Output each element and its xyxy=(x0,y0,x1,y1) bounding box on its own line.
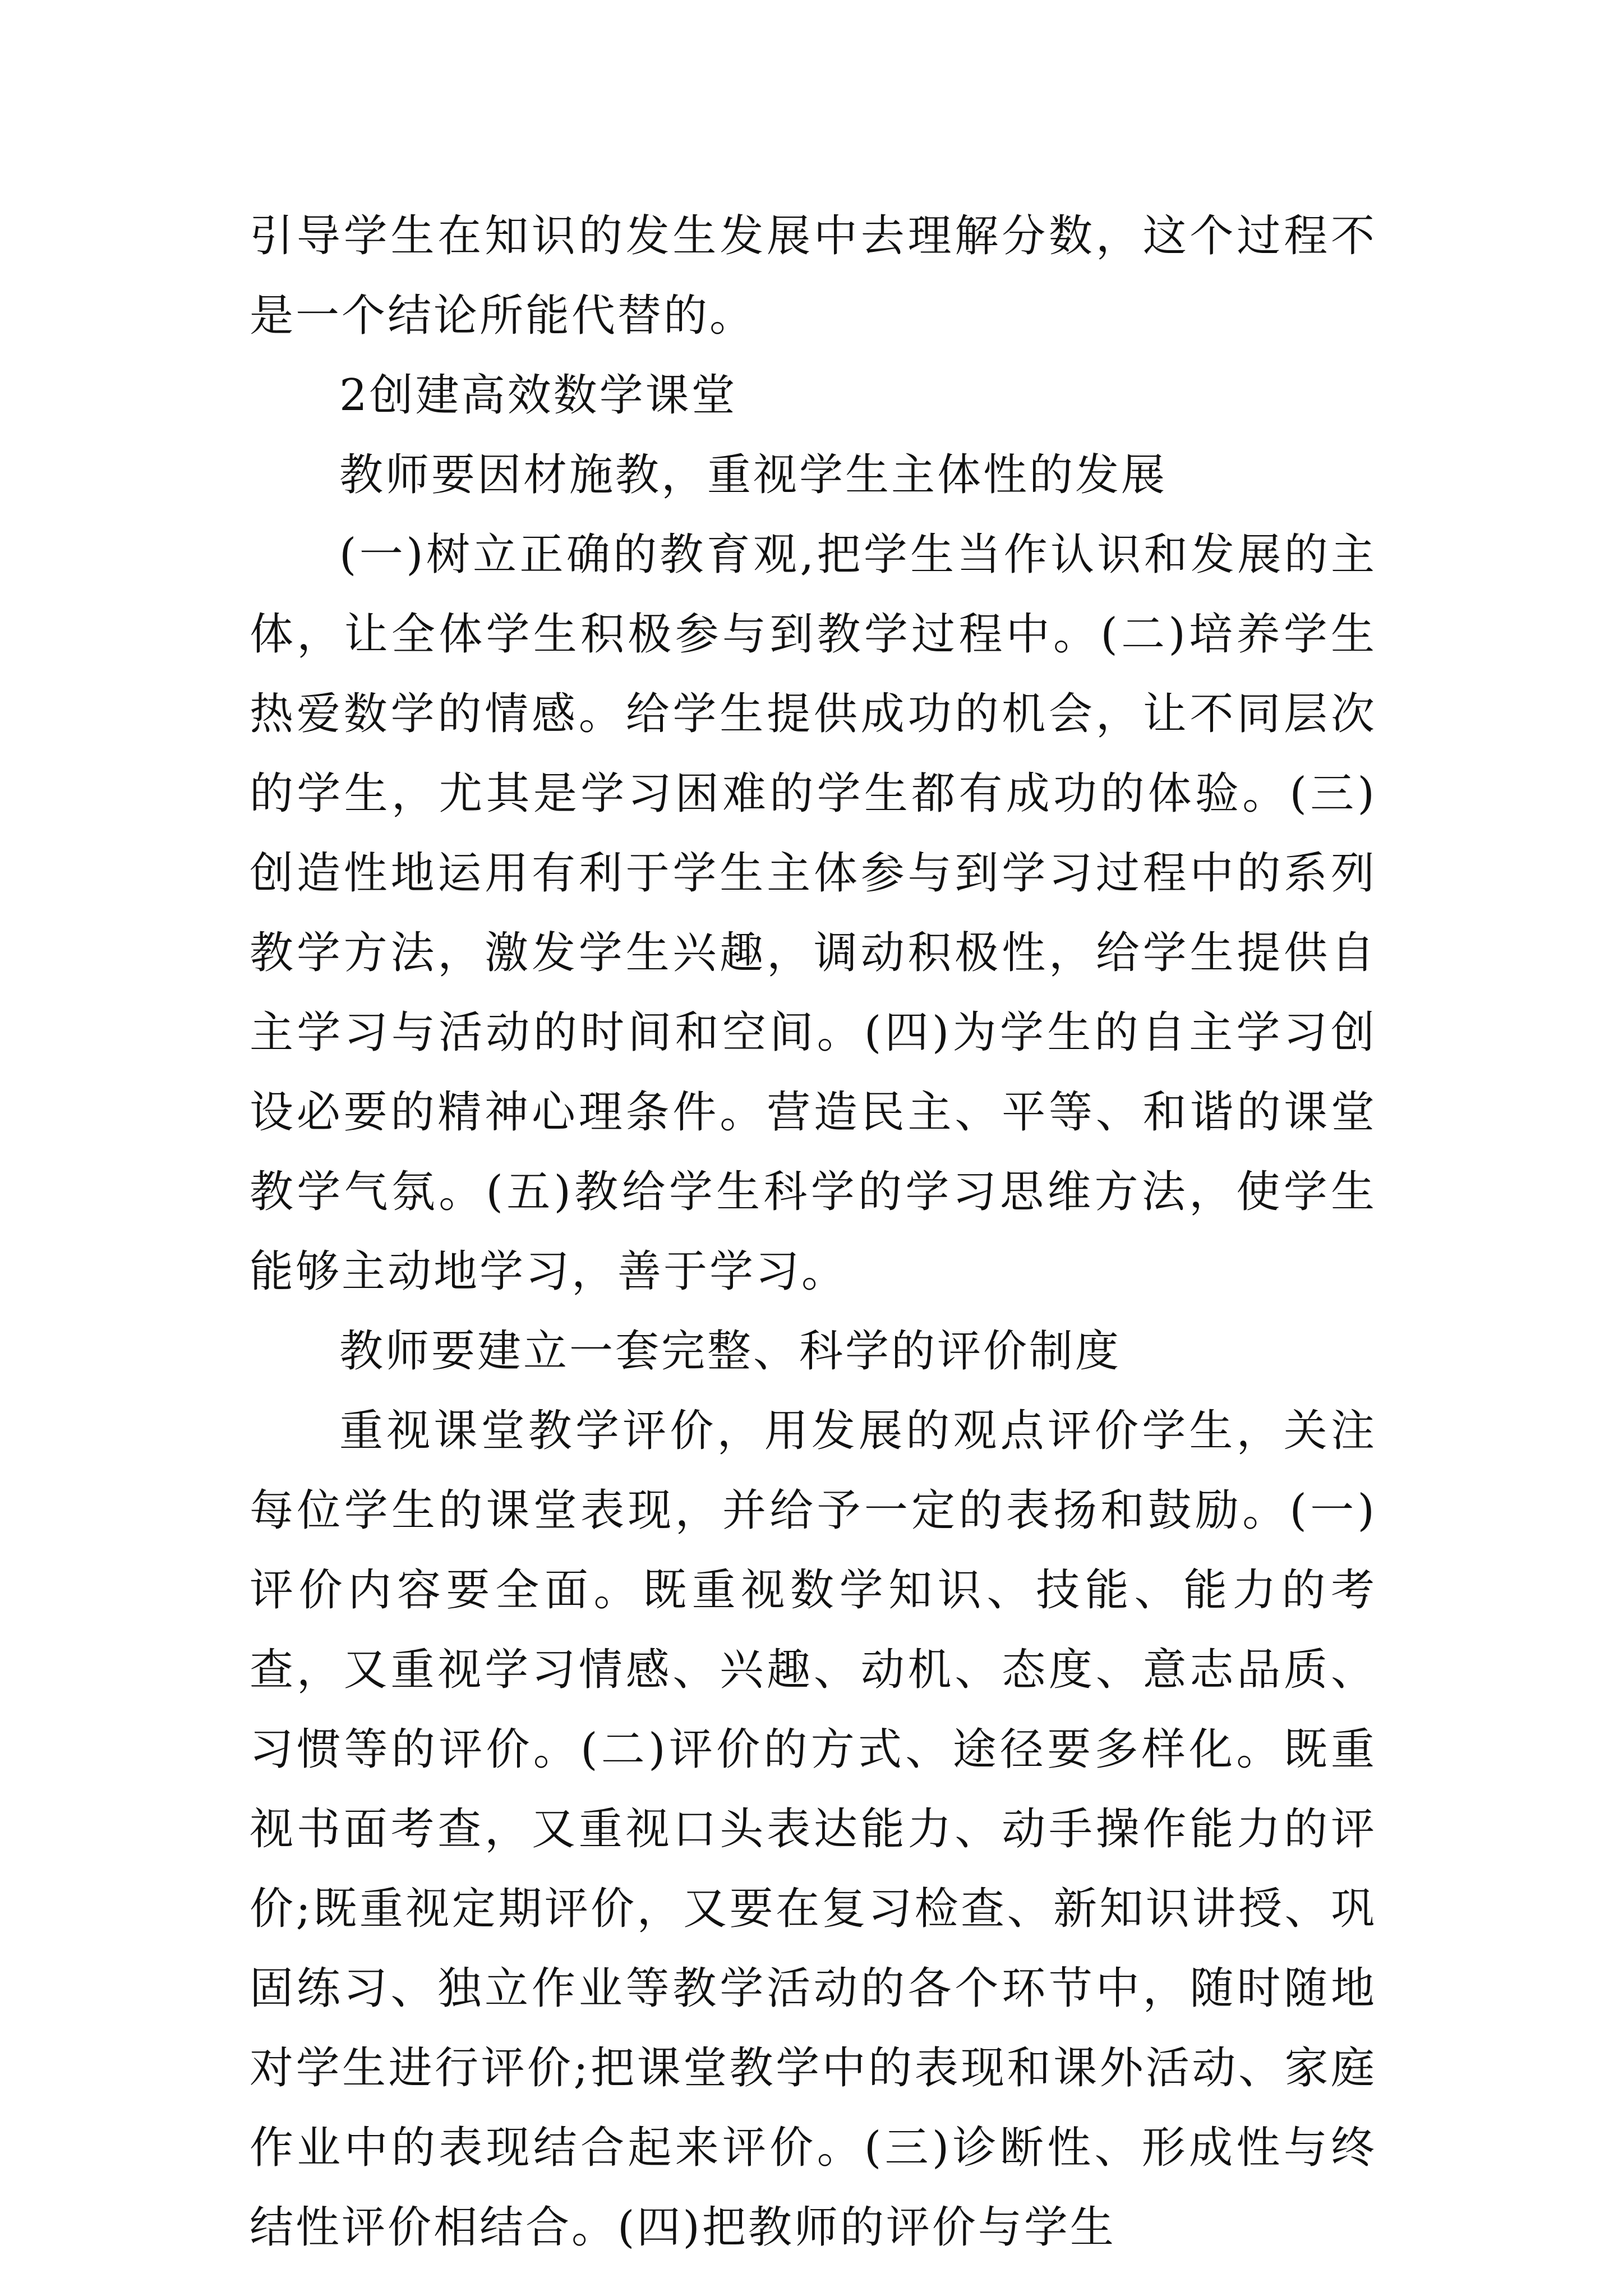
body-text xyxy=(250,196,1377,2267)
paragraph-evaluation: 重视课堂教学评价，用发展的观点评价学生，关注每位学生的课堂表现，并给予一定的表扬和鼓励。(一)评价内容要全面。既重视数学知识、技能、能力的考查，又重视学习情感、兴趣、动机、态度、意志品质、习惯等的评价。(二)评价的方式、途径要多样化。既重视书面考查，又重视口头表达能力、动手操作能力的评价;既重视定期评价，又要在复习检查、新知识讲授、巩固练习、独立作业等教学活动的各个环节中，随时随地对学生进行评价;把课堂教学中的表现和课外活动、家庭作业中的表现结合起来评价。(三)诊断性、形成性与终结性评价相结合。(四)把教师的评价与学生 xyxy=(250,1406,1377,2253)
paragraph-continuation: 引导学生在知识的发生发展中去理解分数，这个过程不是一个结论所能代替的。 xyxy=(250,211,1377,341)
paragraph-teaching: (一)树立正确的教育观,把学生当作认识和发展的主体，让全体学生积极参与到教学过程中。(二)培养学生热爱数学的情感。给学生提供成功的机会，让不同层次的学生，尤其是学习困难的学生都有成功的体验。(三)创造性地运用有利于学生主体参与到学习过程中的系列教学方法，激发学生兴趣，调动积极性，给学生提供自主学习与活动的时间和空间。(四)为学生的自主学习创设必要的精神心理条件。营造民主、平等、和谐的课堂教学气氛。(五)教给学生科学的学习思维方法，使学生能够主动地学习，善于学习。 xyxy=(250,530,1377,1297)
subsection-heading-evaluation: 教师要建立一套完整、科学的评价制度 xyxy=(339,1326,1122,1377)
subsection-heading-teaching: 教师要因材施教，重视学生主体性的发展 xyxy=(339,450,1168,500)
section-heading: 2创建高效数学课堂 xyxy=(339,370,737,421)
